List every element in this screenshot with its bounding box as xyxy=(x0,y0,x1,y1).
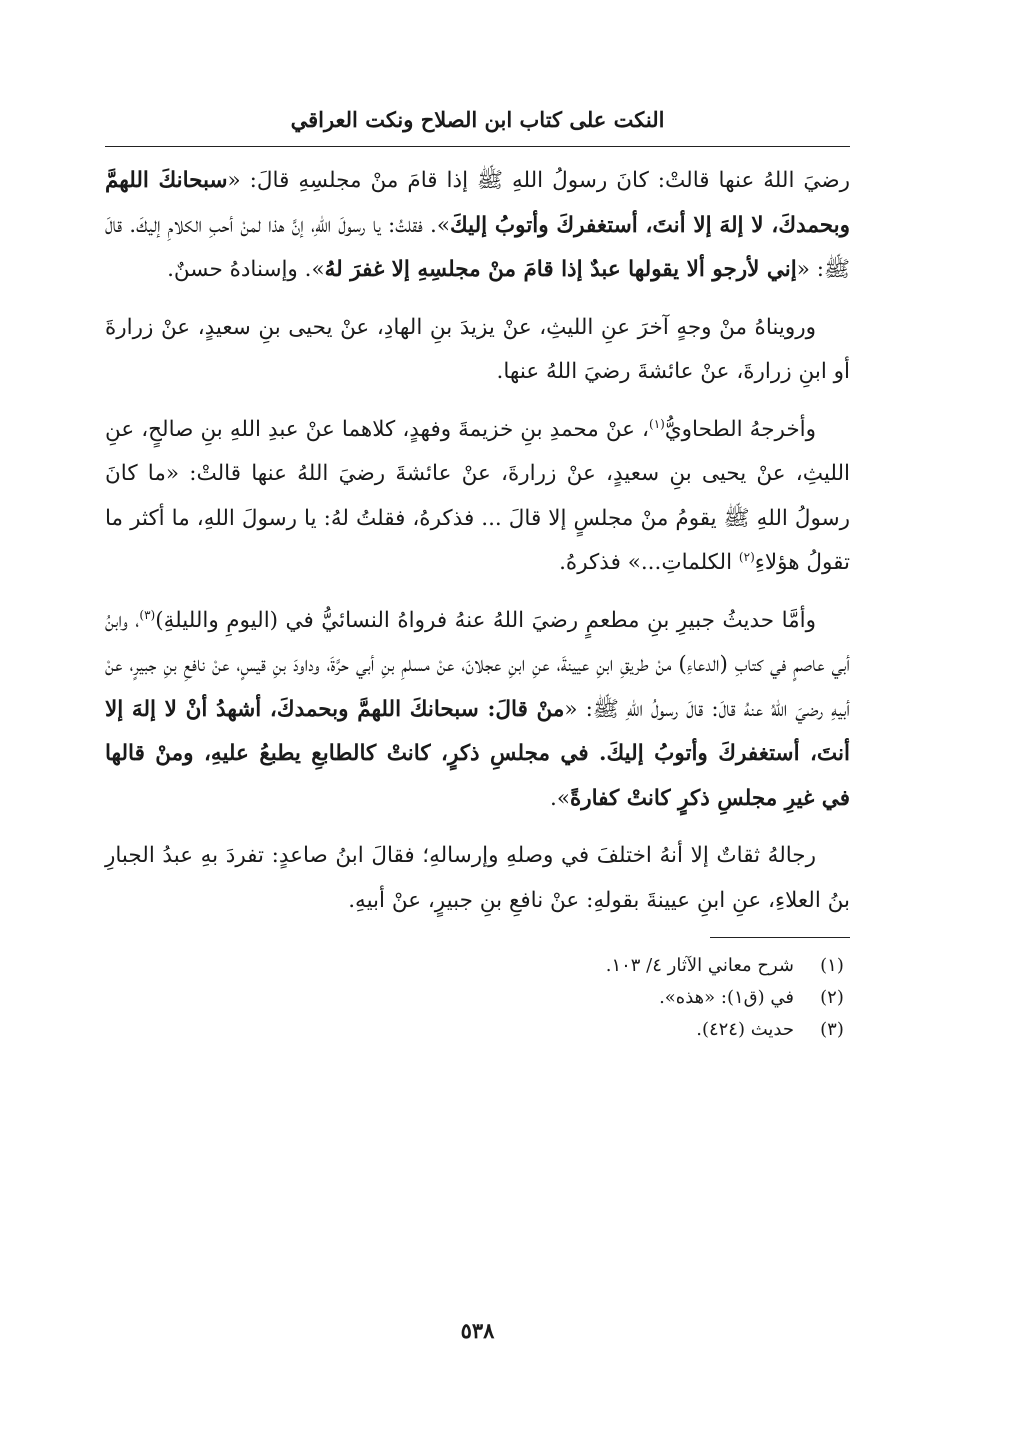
body-text xyxy=(105,159,850,923)
footnote-text: حديث (٤٢٤). xyxy=(696,1019,794,1040)
footnote-ref: (٣) xyxy=(139,607,156,622)
text-run: ، عنْ محمدِ بنِ خزيمةَ وفهدٍ، كلاهما عنْ عبدِ اللهِ بنِ صالحٍ، عنِ الليثِ، عنْ يحيى بنِ سعيدٍ، عنْ زرارةَ، عنْ عائشةَ رضيَ اللهُ عنها قالتْ: «ما كانَ رسولُ اللهِ ﷺ يقومُ منْ مجلسٍ إلا قالَ ... فذكرهُ، فقلتُ لهُ: يا رسولَ اللهِ، ما أكثر ما تقولُ هؤلاءِ xyxy=(105,416,850,575)
text-run: ورويناهُ منْ وجهٍ آخرَ عنِ الليثِ، عنْ يزيدَ بنِ الهادِ، عنْ يحيى بنِ سعيدٍ، عنْ زرارةَ أو ابنِ زرارةَ، عنْ عائشةَ رضيَ اللهُ عنها. xyxy=(105,314,850,384)
text-run: وأخرجهُ الطحاويُّ xyxy=(664,416,816,442)
hadith-quote: منْ قالَ: سبحانكَ اللهمَّ وبحمدكَ، أشهدُ أنْ لا إلهَ إلا أنتَ، أستغفركَ وأتوبُ إليكَ. في مجلسِ ذكرٍ، كانتْ كالطابعِ يطبعُ عليهِ، ومنْ قالها في غيرِ مجلسِ ذكرٍ كانتْ كفارةً xyxy=(105,696,850,811)
text-run: رضيَ اللهُ عنها قالتْ: كانَ رسولُ اللهِ ﷺ إذا قامَ منْ مجلسِهِ قالَ: « xyxy=(227,168,850,193)
paragraph xyxy=(105,408,850,586)
footnotes-list xyxy=(105,950,850,1046)
text-run: ». فقلتُ: يا رسولَ اللهِ، إنَّ هذا لمنْ أحبِ الكلامِ إليكَ. قالَ ﷺ: « xyxy=(105,212,850,282)
book-page xyxy=(105,90,850,1360)
header-rule xyxy=(105,146,850,147)
text-run: رجالهُ ثقاتٌ إلا أنهُ اختلفَ في وصلهِ وإرسالهِ؛ فقالَ ابنُ صاعدٍ: تفردَ بهِ عبدُ الجبارِ بنُ العلاءِ، عنِ ابنِ عيينةَ بقولهِ: عنْ نافعِ بنِ جبيرٍ، عنْ أبيهِ. xyxy=(105,843,850,913)
text-run: ». xyxy=(549,785,570,811)
footnote-number: (٣) xyxy=(820,1019,844,1040)
footnote-number: (٢) xyxy=(820,987,844,1008)
hadith-quote: إني لأرجو ألا يقولها عبدٌ إذا قامَ منْ مجلسِهِ إلا غفرَ لهُ xyxy=(324,257,797,282)
footnote xyxy=(105,1014,850,1046)
paragraph xyxy=(105,834,850,923)
paragraph xyxy=(105,159,850,293)
paragraph xyxy=(105,599,850,822)
text-run: وأمَّا حديثُ جبيرِ بنِ مطعمٍ رضيَ اللهُ عنهُ فرواهُ النسائيُّ في (اليومِ والليلةِ) xyxy=(155,607,816,633)
text-run: ، وابنُ أبي عاصمٍ في كتابِ (الدعاءِ) منْ طريقِ ابنِ عيينةَ، عنِ ابنِ عجلانَ، عنْ مسلمِ بنِ أبي حرَّةَ، وداودَ بنِ قيسٍ، عنْ نافعِ بنِ جبيرٍ، عنْ أبيهِ رضيَ اللهُ عنهُ قالَ: قالَ رسولُ اللهِ ﷺ: « xyxy=(105,607,850,722)
text-run: ». وإسنادهُ حسنٌ. xyxy=(167,257,325,282)
footnote xyxy=(105,982,850,1014)
footnote-rule xyxy=(710,937,850,938)
footnote-ref: (٢) xyxy=(738,549,755,564)
footnote-number: (١) xyxy=(820,955,844,976)
footnote-ref: (١) xyxy=(649,416,665,431)
running-header: النكت على كتاب ابن الصلاح ونكت العراقي xyxy=(290,107,665,132)
footnote-text: في (ق١): «هذه». xyxy=(659,987,794,1008)
footnote-text: شرح معاني الآثار ٤/ ١٠٣. xyxy=(605,955,794,976)
footnote xyxy=(105,950,850,982)
page-number: ٥٣٨ xyxy=(460,1318,495,1343)
paragraph xyxy=(105,306,850,395)
text-run: الكلماتِ...» فذكرهُ. xyxy=(559,550,739,575)
hadith-quote: سبحانكَ اللهمَّ وبحمدكَ، لا إلهَ إلا أنتَ، أستغفركَ وأتوبُ إليكَ xyxy=(105,168,851,238)
